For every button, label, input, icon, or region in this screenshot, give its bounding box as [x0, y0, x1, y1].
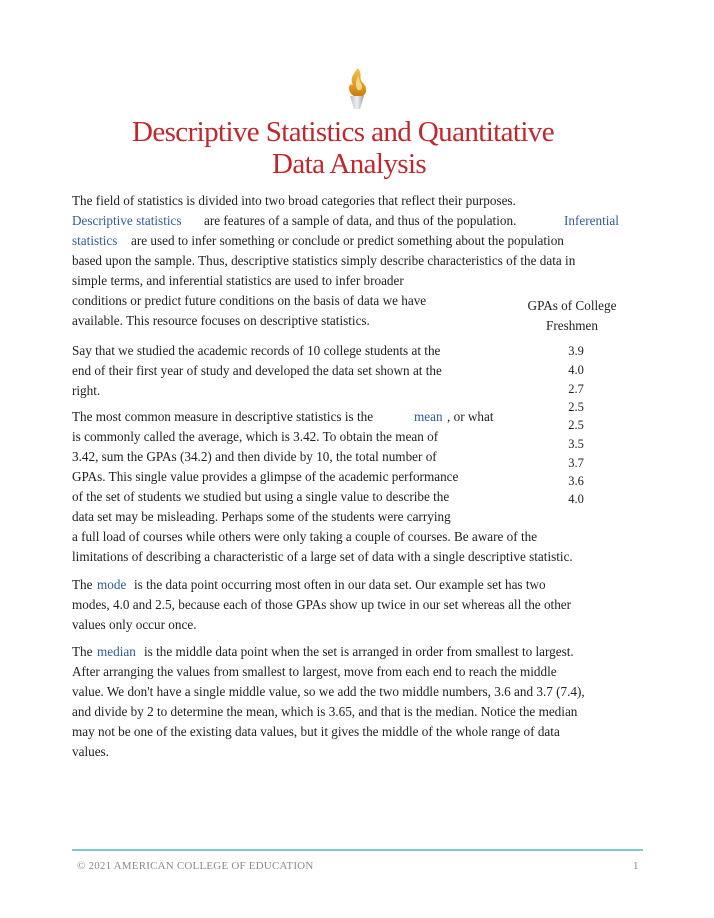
mode-line: values only occur once. [72, 617, 197, 632]
descriptive-statistics-link[interactable]: Descriptive statistics [72, 213, 182, 228]
mode-line: The [72, 577, 93, 592]
mode-link[interactable]: mode [97, 577, 127, 592]
median-line: After arranging the values from smallest to largest, move from each end to reach the middle [72, 664, 557, 679]
median-line: is the middle data point when the set is arranged in order from smallest to largest. [144, 644, 574, 659]
study-line: Say that we studied the academic records of 10 college students at the [72, 343, 441, 358]
mode-line: modes, 4.0 and 2.5, because each of those GPAs show up twice in our set whereas all the other [72, 597, 572, 612]
footer-copyright: © 2021 AMERICAN COLLEGE OF EDUCATION [77, 860, 314, 872]
title-line-2: Data Analysis [272, 148, 427, 180]
mean-line: is commonly called the average, which is 3.42. To obtain the mean of [72, 429, 439, 444]
mean-line: of the set of students we studied but using a single value to describe the [72, 489, 450, 504]
intro-line: are features of a sample of data, and thus of the population. [204, 213, 517, 228]
intro-line: simple terms, and inferential statistics are used to infer broader [72, 273, 404, 288]
page-title [72, 116, 642, 180]
page-number: 1 [633, 860, 639, 872]
study-line: end of their first year of study and developed the data set shown at the [72, 363, 442, 378]
mean-line: limitations of describing a characteristic of a large set of data with a single descriptive statistic. [72, 549, 573, 564]
gpa-value: 3.7 [568, 456, 584, 470]
inferential-statistics-link-cont[interactable]: statistics [72, 233, 118, 248]
intro-line: available. This resource focuses on descriptive statistics. [72, 313, 370, 328]
gpa-header-line-1: GPAs of College [527, 298, 617, 313]
mean-line: The most common measure in descriptive statistics is the [72, 409, 374, 424]
gpa-value: 3.6 [568, 474, 584, 488]
mode-line: is the data point occurring most often in our data set. Our example set has two [134, 577, 546, 592]
intro-line [72, 211, 182, 231]
median-line: may not be one of the existing data values, but it gives the middle of the whole range of data [72, 724, 560, 739]
footer-divider [72, 849, 643, 851]
median-line: The [72, 644, 93, 659]
mean-link[interactable]: mean [414, 409, 443, 424]
title-line-1: Descriptive Statistics and Quantitative [132, 116, 554, 148]
intro-line: conditions or predict future conditions on the basis of data we have [72, 293, 427, 308]
flame-torch-icon [342, 66, 372, 110]
gpa-value: 4.0 [568, 363, 584, 377]
gpa-header-line-2: Freshmen [545, 317, 598, 333]
mean-line: a full load of courses while others were only taking a couple of courses. Be aware of the [72, 529, 538, 544]
inferential-statistics-link[interactable]: Inferential [564, 213, 619, 228]
gpa-value: 3.9 [568, 344, 584, 358]
gpa-value: 3.5 [568, 437, 584, 451]
intro-line: are used to infer something or conclude or predict something about the population [131, 233, 564, 248]
mean-line: 3.42, sum the GPAs (34.2) and then divide by 10, the total number of [72, 449, 437, 464]
intro-line: based upon the sample. Thus, descriptive statistics simply describe characteristics of the data in [72, 253, 576, 268]
gpa-value: 2.5 [568, 400, 584, 414]
study-line: right. [72, 383, 101, 398]
median-link[interactable]: median [97, 644, 136, 659]
mean-line: GPAs. This single value provides a glimpse of the academic performance [72, 469, 459, 484]
mean-line: , or what [447, 409, 494, 424]
mean-line: data set may be misleading. Perhaps some of the students were carrying [72, 509, 451, 524]
intro-line: The field of statistics is divided into two broad categories that reflect their purposes. [72, 193, 516, 208]
gpa-table-header [520, 296, 624, 335]
median-line: values. [72, 744, 109, 759]
gpa-value: 2.7 [568, 382, 584, 396]
gpa-value: 4.0 [568, 492, 584, 506]
median-line: and divide by 2 to determine the mean, which is 3.65, and that is the median. Notice the median [72, 704, 578, 719]
median-line: value. We don't have a single middle value, so we add the two middle numbers, 3.6 and 3.7 (7.4), [72, 684, 585, 699]
gpa-value: 2.5 [568, 418, 584, 432]
